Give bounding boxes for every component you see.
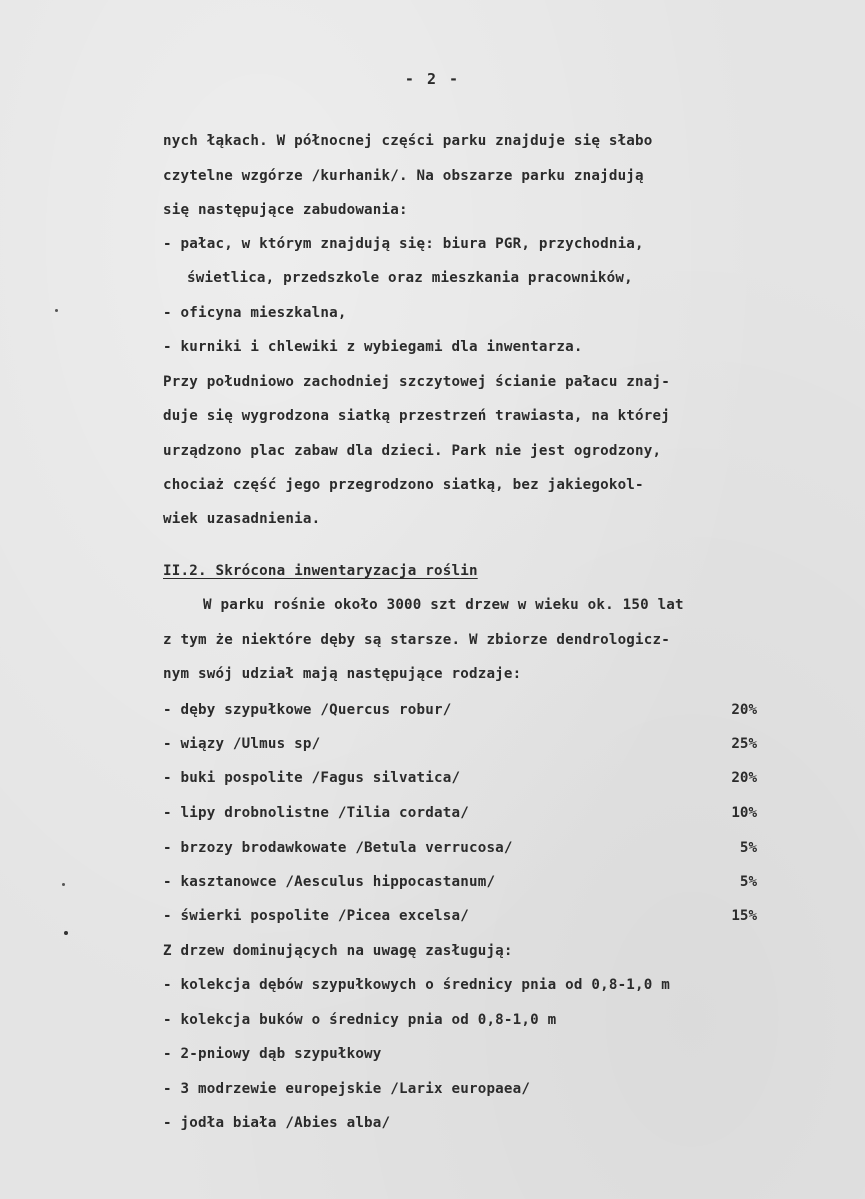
body-text-line: duje się wygrodzona siatką przestrzeń trawiasta, na której: [163, 408, 671, 424]
species-name: - wiązy /Ulmus sp/: [163, 736, 321, 752]
body-text-line: czytelne wzgórze /kurhanik/. Na obszarze parku znajdują: [163, 168, 644, 184]
list-item: - kurniki i chlewiki z wybiegami dla inwentarza.: [163, 339, 583, 355]
body-text-line: urządzono plac zabaw dla dzieci. Park nie jest ogrodzony,: [163, 443, 662, 459]
body-text-line: Przy południowo zachodniej szczytowej ścianie pałacu znaj-: [163, 374, 671, 390]
list-item: - pałac, w którym znajdują się: biura PGR, przychodnia,: [163, 236, 644, 252]
species-name: - dęby szypułkowe /Quercus robur/: [163, 702, 452, 718]
species-name: - brzozy brodawkowate /Betula verrucosa/: [163, 840, 513, 856]
body-text-line: chociaż część jego przegrodzono siatką, bez jakiegokol-: [163, 477, 644, 493]
list-item: - kolekcja dębów szypułkowych o średnicy pnia od 0,8-1,0 m: [163, 977, 671, 993]
species-share: 20%: [731, 770, 757, 786]
body-text-line: wiek uzasadnienia.: [163, 511, 321, 527]
section-heading: II.2. Skrócona inwentaryzacja roślin: [163, 563, 478, 579]
species-name: - lipy drobnolistne /Tilia cordata/: [163, 805, 469, 821]
species-share: 25%: [731, 736, 757, 752]
species-share: 10%: [731, 805, 757, 821]
species-name: - świerki pospolite /Picea excelsa/: [163, 908, 469, 924]
species-share: 15%: [731, 908, 757, 924]
species-share: 20%: [731, 702, 757, 718]
margin-speck: [64, 931, 68, 935]
list-item: - 2-pniowy dąb szypułkowy: [163, 1046, 382, 1062]
body-text-line: Z drzew dominujących na uwagę zasługują:: [163, 943, 513, 959]
body-text-line: się następujące zabudowania:: [163, 202, 408, 218]
list-item: - oficyna mieszkalna,: [163, 305, 347, 321]
species-name: - kasztanowce /Aesculus hippocastanum/: [163, 874, 496, 890]
list-item: - jodła biała /Abies alba/: [163, 1115, 391, 1131]
margin-speck: [62, 883, 65, 886]
body-text-line: z tym że niektóre dęby są starsze. W zbiorze dendrologicz-: [163, 632, 671, 648]
body-text-line: W parku rośnie około 3000 szt drzew w wieku ok. 150 lat: [203, 597, 684, 613]
list-item-continuation: świetlica, przedszkole oraz mieszkania pracowników,: [187, 270, 633, 286]
body-text-line: nym swój udział mają następujące rodzaje:: [163, 666, 522, 682]
list-item: - 3 modrzewie europejskie /Larix europaea/: [163, 1081, 531, 1097]
page-number: - 2 -: [404, 70, 461, 88]
margin-speck: [55, 309, 58, 312]
list-item: - kolekcja buków o średnicy pnia od 0,8-1,0 m: [163, 1012, 557, 1028]
species-share: 5%: [739, 874, 757, 890]
species-share: 5%: [739, 840, 757, 856]
species-name: - buki pospolite /Fagus silvatica/: [163, 770, 461, 786]
body-text-line: nych łąkach. W północnej części parku znajduje się słabo: [163, 133, 653, 149]
